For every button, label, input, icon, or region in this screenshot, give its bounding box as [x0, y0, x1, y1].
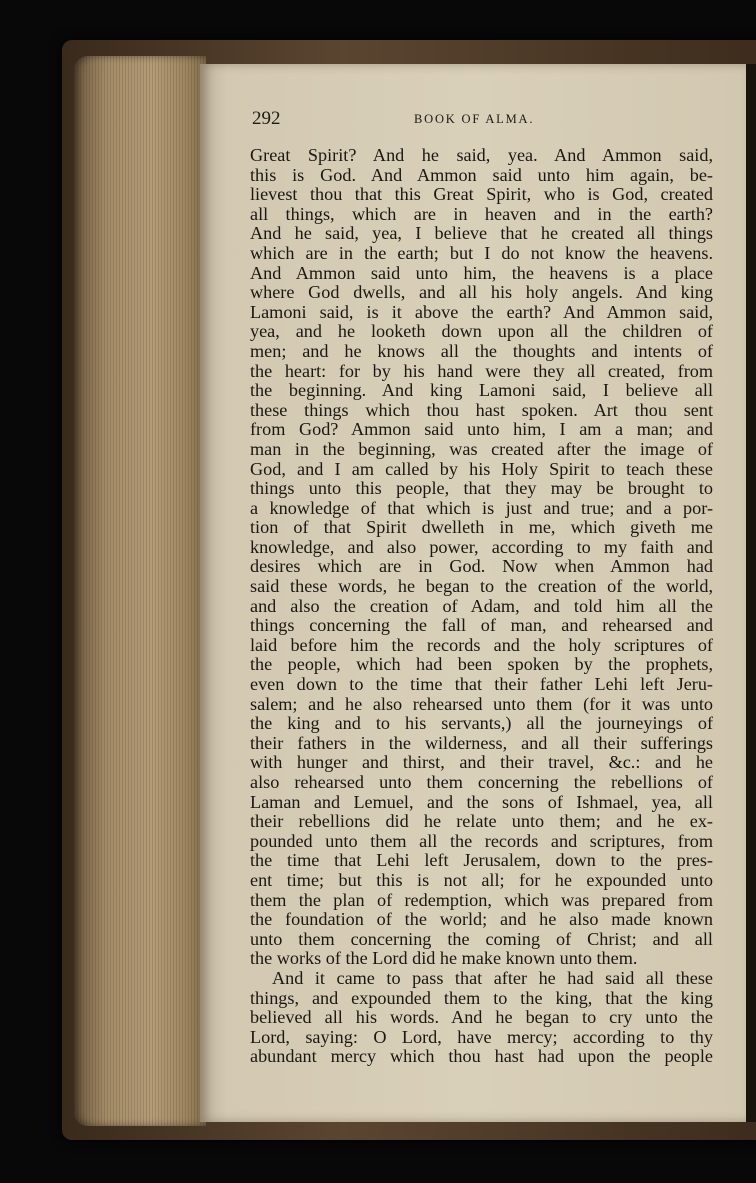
text-line: said these words, he began to the creation of the world,: [250, 577, 713, 597]
text-line: God, and I am called by his Holy Spirit to teach these: [250, 459, 713, 479]
text-line: believed all his words. And he began to cry unto the: [250, 1008, 713, 1028]
text-line: from God? Ammon said unto him, I am a man; and: [250, 420, 713, 440]
text-line: their fathers in the wilderness, and all their sufferings: [250, 733, 713, 753]
page-number: 292: [252, 108, 281, 129]
text-line: with hunger and thirst, and their travel, &c.: and he: [250, 753, 713, 773]
text-line: the foundation of the world; and he also made known: [250, 910, 713, 930]
text-line: all things, which are in heaven and in the earth?: [250, 204, 713, 224]
text-line: and also the creation of Adam, and told him all the: [250, 596, 713, 616]
text-line: Lamoni said, is it above the earth? And Ammon said,: [250, 302, 713, 322]
text-line: men; and he knows all the thoughts and intents of: [250, 341, 713, 361]
page-gutter-shadow: [746, 64, 756, 1122]
text-line: salem; and he also rehearsed unto them (for it was unto: [250, 694, 713, 714]
text-line: And Ammon said unto him, the heavens is a place: [250, 263, 713, 283]
text-line: desires which are in God. Now when Ammon had: [250, 557, 713, 577]
page-edges: [74, 56, 206, 1126]
text-line: these things which thou hast spoken. Art thou sent: [250, 400, 713, 420]
text-line: tion of that Spirit dwelleth in me, which giveth me: [250, 518, 713, 538]
text-line: Great Spirit? And he said, yea. And Ammon said,: [250, 146, 713, 165]
text-line: the heart: for by his hand were they all created, from: [250, 361, 713, 381]
text-line: the time that Lehi left Jerusalem, down to the pres-: [250, 851, 713, 871]
text-line: their rebellions did he relate unto them; and he ex-: [250, 812, 713, 832]
text-line: And he said, yea, I believe that he created all things: [250, 224, 713, 244]
text-line: laid before him the records and the holy scriptures of: [250, 635, 713, 655]
text-line: Lord, saying: O Lord, have mercy; according to thy: [250, 1027, 713, 1047]
text-line: man in the beginning, was created after the image of: [250, 439, 713, 459]
text-line: unto them concerning the coming of Christ; and all: [250, 929, 713, 949]
text-line: things concerning the fall of man, and rehearsed and: [250, 616, 713, 636]
text-line: things, and expounded them to the king, that the king: [250, 988, 713, 1008]
text-line: the beginning. And king Lamoni said, I believe all: [250, 381, 713, 401]
book-title: BOOK OF ALMA.: [414, 112, 535, 126]
text-line: things unto this people, that they may be brought to: [250, 479, 713, 499]
text-line: the people, which had been spoken by the prophets,: [250, 655, 713, 675]
text-line: also rehearsed unto them concerning the rebellions of: [250, 773, 713, 792]
text-line: Laman and Lemuel, and the sons of Ishmael, yea, all: [250, 792, 713, 812]
text-line: even down to the time that their father Lehi left Jeru-: [250, 675, 713, 695]
text-line: knowledge, and also power, according to my faith and: [250, 537, 713, 557]
text-line: abundant mercy which thou hast had upon the people: [250, 1047, 713, 1067]
text-line: them the plan of redemption, which was prepared from: [250, 890, 713, 910]
running-head: [252, 108, 712, 132]
text-line: And it came to pass that after he had said all these: [272, 968, 713, 988]
text-line: where God dwells, and all his holy angels. And king: [250, 283, 713, 303]
text-line: ent time; but this is not all; for he expounded unto: [250, 870, 713, 890]
text-line: the works of the Lord did he make known unto them.: [250, 949, 638, 969]
text-line: lievest thou that this Great Spirit, who is God, created: [250, 185, 713, 205]
text-line: which are in the earth; but I do not know the heavens.: [250, 243, 713, 263]
body-text: [250, 146, 713, 1067]
text-line: the king and to his servants,) all the journeyings of: [250, 714, 713, 734]
text-line: this is God. And Ammon said unto him again, be-: [250, 165, 713, 185]
text-line: pounded unto them all the records and scriptures, from: [250, 831, 713, 851]
text-line: a knowledge of that which is just and true; and a por-: [250, 498, 713, 518]
text-line: yea, and he looketh down upon all the children of: [250, 322, 713, 342]
